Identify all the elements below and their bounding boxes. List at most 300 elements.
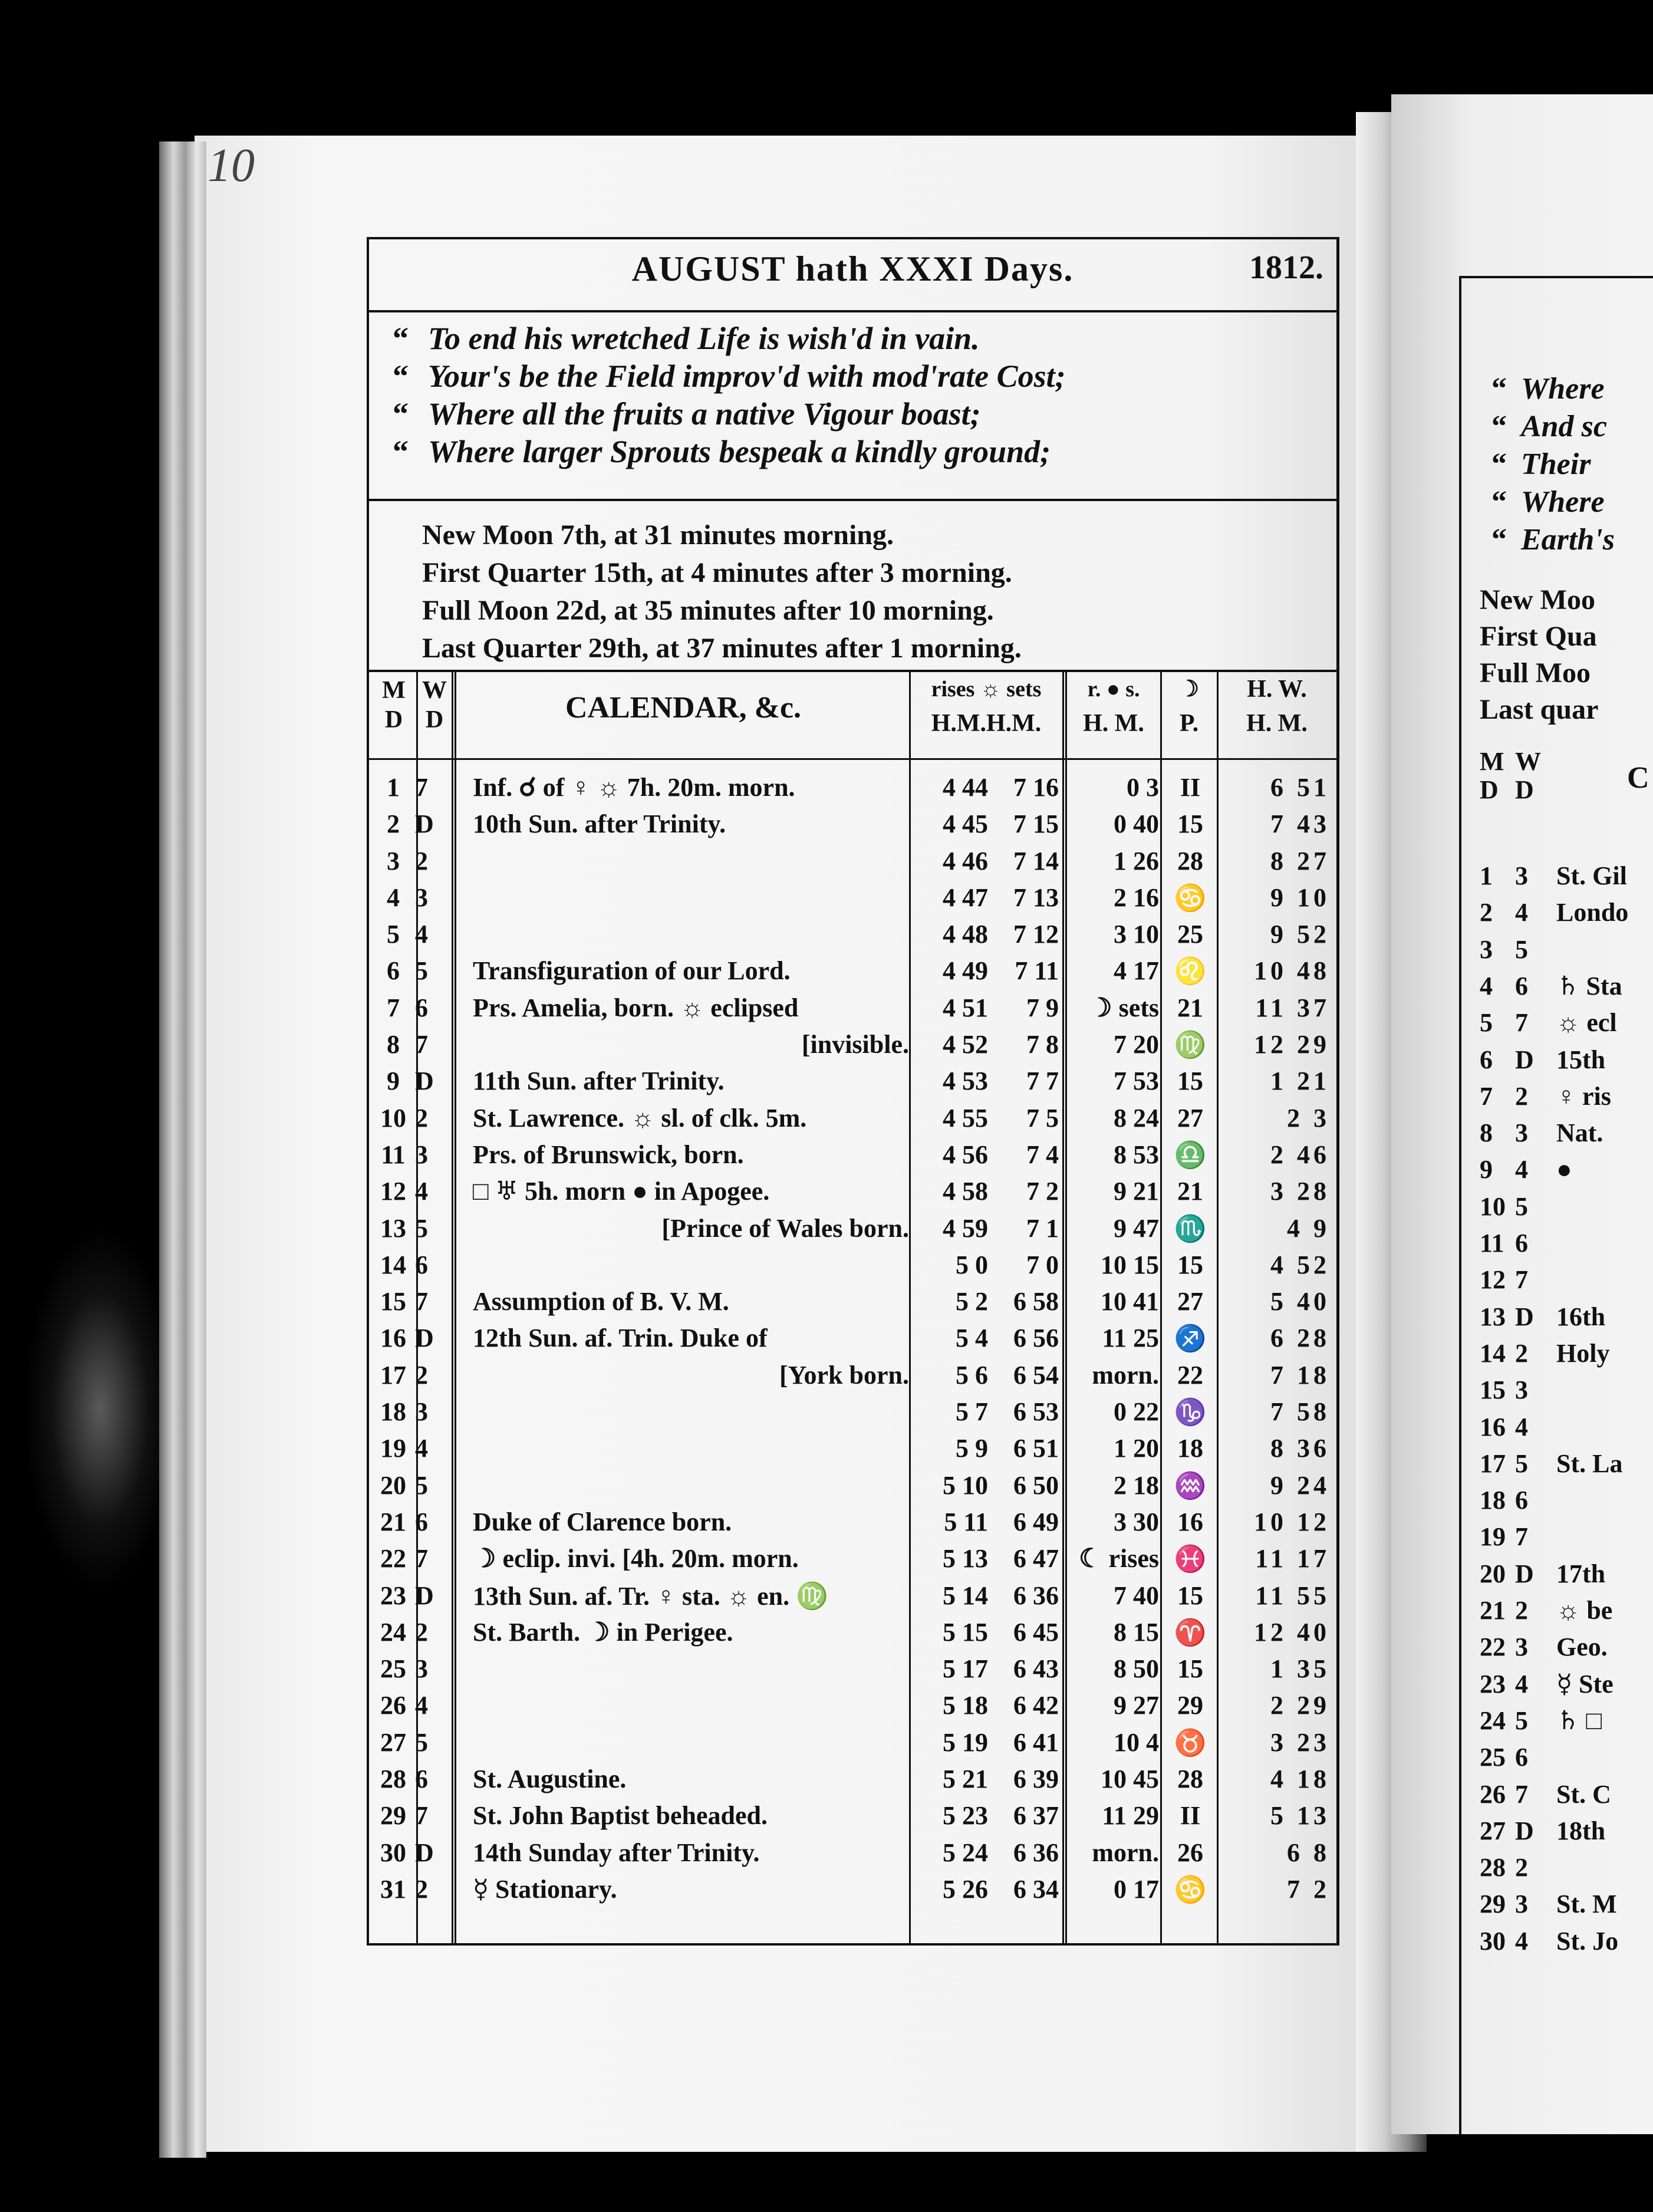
cell-sun-sets: 6 51: [1013, 1434, 1059, 1463]
right-table-row: [1480, 1926, 1618, 1956]
right-cell-day: 2: [1480, 898, 1493, 927]
cell-month-day: 1: [387, 773, 400, 802]
cell-high-water: 4 52: [1270, 1250, 1330, 1279]
right-cell-week-day: 5: [1515, 934, 1528, 964]
right-cell-week-day: 6: [1515, 1229, 1528, 1258]
cell-moon-rise-set: 0 3: [1127, 773, 1159, 802]
cell-moon-place: ♉: [1174, 1728, 1207, 1757]
right-cell-day: 9: [1480, 1155, 1493, 1184]
cell-week-day: 7: [415, 1287, 428, 1316]
cell-sun-rises: 5 21: [943, 1765, 988, 1794]
right-cell-calendar: Nat.: [1556, 1118, 1603, 1148]
table-row: [369, 844, 1336, 880]
right-table-row: [1480, 1265, 1556, 1295]
cell-calendar: Prs. Amelia, born. ☼ eclipsed: [473, 993, 799, 1022]
cell-calendar: 10th Sun. after Trinity.: [473, 809, 726, 839]
right-cell-week-day: 4: [1515, 1926, 1528, 1956]
cell-week-day: 3: [415, 883, 428, 912]
cell-moon-place: 15: [1177, 1066, 1203, 1096]
verse-quote-mark: “: [1491, 410, 1507, 443]
right-table-row: [1480, 1228, 1556, 1258]
cell-month-day: 11: [381, 1140, 406, 1169]
right-table-row: [1480, 1485, 1556, 1515]
cell-moon-rise-set: morn.: [1092, 1360, 1159, 1390]
right-cell-calendar: St. C: [1556, 1779, 1611, 1809]
cell-moon-place: 29: [1177, 1691, 1203, 1720]
cell-high-water: 5 13: [1270, 1801, 1330, 1831]
cell-high-water: 9 10: [1270, 883, 1330, 912]
right-cell-week-day: 4: [1515, 1155, 1528, 1184]
right-cell-week-day: 6: [1515, 971, 1528, 1000]
cell-high-water: 10 48: [1254, 956, 1330, 986]
right-table-row: [1480, 1889, 1617, 1919]
right-cell-calendar: St. M: [1556, 1890, 1617, 1919]
cell-moon-rise-set: 7 53: [1114, 1066, 1159, 1096]
table-row: [369, 1762, 1336, 1798]
right-table-row: [1480, 1706, 1602, 1736]
header-calendar: CALENDAR, &c.: [565, 691, 802, 725]
cell-calendar: □ ♅ 5h. morn ● in Apogee.: [473, 1177, 770, 1206]
verse-quote-mark: “: [1491, 447, 1507, 481]
right-table-row: [1480, 1632, 1608, 1662]
right-moon-phase-line: Last quar: [1480, 694, 1599, 725]
cell-high-water: 8 27: [1270, 846, 1330, 875]
cell-month-day: 25: [380, 1654, 406, 1684]
right-cell-day: 27: [1480, 1816, 1506, 1845]
cell-sun-rises: 4 45: [943, 809, 988, 839]
table-row: [369, 1798, 1336, 1835]
header-high-water-top: H. W.: [1247, 676, 1307, 703]
right-cell-day: 19: [1480, 1522, 1506, 1552]
header-week-day: W D: [422, 677, 447, 733]
cell-week-day: 5: [415, 1727, 428, 1757]
cell-month-day: 4: [387, 883, 400, 912]
cell-sun-sets: 6 42: [1013, 1691, 1059, 1720]
cell-moon-place: II: [1180, 1801, 1201, 1831]
cell-sun-rises: 4 59: [943, 1213, 988, 1243]
cell-sun-rises: 5 4: [956, 1324, 988, 1353]
right-cell-week-day: 7: [1515, 1522, 1528, 1552]
right-verse-text: Where: [1521, 372, 1605, 406]
right-verse-text: Where: [1521, 485, 1605, 519]
right-table-row: [1480, 1045, 1605, 1075]
cell-sun-sets: 7 15: [1013, 809, 1059, 839]
cell-moon-rise-set: ☾ rises: [1079, 1544, 1159, 1574]
cell-week-day: 6: [415, 1765, 428, 1794]
verse-line: [393, 357, 1319, 395]
cell-moon-rise-set: 3 30: [1114, 1507, 1159, 1536]
cell-sun-sets: 6 36: [1013, 1581, 1059, 1610]
right-table-row: [1480, 1338, 1609, 1368]
table-body: [369, 770, 1336, 1908]
table-row: [369, 1541, 1336, 1578]
cell-sun-rises: 4 52: [943, 1030, 988, 1059]
cell-moon-rise-set: 4 17: [1114, 956, 1159, 986]
cell-high-water: 2 46: [1270, 1140, 1330, 1169]
verse-quote-mark: “: [393, 434, 409, 469]
right-verse-text: Their: [1521, 447, 1591, 481]
cell-month-day: 6: [387, 956, 400, 986]
header-moon-place-top: ☽: [1178, 677, 1200, 702]
cell-moon-rise-set: 10 15: [1101, 1250, 1159, 1279]
cell-week-day: 7: [415, 1544, 428, 1574]
cell-week-day: D: [415, 809, 434, 839]
calendar-table: [369, 670, 1336, 1943]
header-sun-bottom: H.M.H.M.: [931, 710, 1042, 737]
right-cell-calendar: 17th: [1556, 1559, 1606, 1588]
cell-sun-sets: 6 50: [1013, 1470, 1059, 1500]
almanac-page-august: [367, 237, 1339, 1946]
header-sun-top: rises ☼ sets: [931, 677, 1042, 702]
right-header-calendar: C: [1627, 761, 1649, 795]
cell-calendar: St. Augustine.: [473, 1765, 627, 1794]
cell-moon-place: ♐: [1174, 1324, 1207, 1354]
verse-block: [393, 320, 1319, 470]
cell-sun-rises: 4 56: [943, 1140, 988, 1169]
cell-high-water: 7 58: [1270, 1397, 1330, 1427]
verse-quote-mark: “: [1491, 372, 1507, 406]
table-row: [369, 1064, 1336, 1100]
cell-sun-rises: 4 53: [943, 1066, 988, 1096]
cell-high-water: 5 40: [1270, 1287, 1330, 1316]
cell-week-day: 2: [415, 1874, 428, 1904]
cell-week-day: 2: [415, 846, 428, 875]
cell-sun-rises: 4 51: [943, 993, 988, 1022]
right-verse-text: Earth's: [1521, 523, 1615, 557]
cell-sun-rises: 4 48: [943, 920, 988, 949]
cell-month-day: 2: [387, 809, 400, 839]
cell-month-day: 21: [380, 1507, 406, 1536]
right-cell-calendar: ♄ □: [1556, 1706, 1602, 1735]
cell-month-day: 5: [387, 920, 400, 949]
cell-moon-place: 18: [1177, 1434, 1203, 1463]
header-month-day: M D: [382, 677, 406, 733]
cell-moon-place: ♋: [1174, 1875, 1207, 1904]
cell-sun-sets: 7 13: [1013, 883, 1059, 912]
right-verse-line: [1491, 485, 1605, 519]
page-year: 1812.: [1249, 249, 1323, 286]
cell-calendar: 12th Sun. af. Trin. Duke of: [473, 1324, 768, 1353]
cell-moon-place: 27: [1177, 1287, 1203, 1316]
cell-sun-sets: 6 34: [1013, 1874, 1059, 1904]
cell-moon-rise-set: 10 4: [1114, 1727, 1159, 1757]
cell-calendar: 11th Sun. after Trinity.: [473, 1066, 725, 1096]
cell-sun-rises: 5 2: [956, 1287, 988, 1316]
right-cell-calendar: ●: [1556, 1155, 1572, 1184]
cell-moon-place: ♍: [1174, 1031, 1207, 1060]
cell-moon-place: 28: [1177, 846, 1203, 875]
cell-sun-rises: 5 10: [943, 1470, 988, 1500]
right-cell-day: 17: [1480, 1449, 1506, 1478]
cell-calendar: 13th Sun. af. Tr. ♀ sta. ☼ en. ♍: [473, 1581, 828, 1611]
right-cell-day: 3: [1480, 934, 1493, 964]
page-mark: 10: [208, 140, 255, 192]
cell-high-water: 3 23: [1270, 1727, 1330, 1757]
cell-moon-rise-set: 0 40: [1114, 809, 1159, 839]
cell-high-water: 1 35: [1270, 1654, 1330, 1684]
right-cell-week-day: D: [1515, 1302, 1534, 1331]
cell-moon-rise-set: 8 24: [1114, 1103, 1159, 1133]
right-cell-day: 6: [1480, 1045, 1493, 1074]
cell-high-water: 12 40: [1254, 1617, 1330, 1647]
cell-calendar: ☿ Stationary.: [473, 1874, 617, 1904]
verse-line: [393, 320, 1319, 357]
cell-high-water: 12 29: [1254, 1030, 1330, 1059]
cell-sun-sets: 6 41: [1013, 1727, 1059, 1757]
right-cell-calendar: Geo.: [1556, 1632, 1608, 1662]
cell-month-day: 27: [380, 1727, 406, 1757]
cell-month-day: 20: [380, 1470, 406, 1500]
verse-text: Where larger Sprouts bespeak a kindly ground;: [428, 434, 1051, 469]
cell-sun-sets: 6 47: [1013, 1544, 1059, 1574]
cell-moon-rise-set: 9 47: [1114, 1213, 1159, 1243]
cell-sun-sets: 7 14: [1013, 846, 1059, 875]
right-cell-week-day: 3: [1515, 1632, 1528, 1662]
cell-calendar: Inf. ☌ of ♀ ☼ 7h. 20m. morn.: [473, 773, 795, 802]
table-row: [369, 1651, 1336, 1688]
cell-month-day: 12: [380, 1177, 406, 1206]
table-row: [369, 1615, 1336, 1651]
cell-moon-rise-set: 7 20: [1114, 1030, 1159, 1059]
cell-moon-rise-set: 1 20: [1114, 1434, 1159, 1463]
cell-moon-rise-set: 1 26: [1114, 846, 1159, 875]
cell-month-day: 3: [387, 846, 400, 875]
cell-week-day: 3: [415, 1397, 428, 1427]
cell-moon-rise-set: 11 29: [1102, 1801, 1159, 1831]
cell-month-day: 15: [380, 1287, 406, 1316]
verse-text: Your's be the Field improv'd with mod'rate Cost;: [428, 358, 1066, 394]
cell-calendar: St. John Baptist beheaded.: [473, 1801, 768, 1831]
table-row: [369, 1137, 1336, 1174]
cell-moon-place: 22: [1177, 1360, 1203, 1390]
right-cell-day: 23: [1480, 1669, 1506, 1698]
right-cell-week-day: 2: [1515, 1596, 1528, 1625]
cell-sun-rises: 5 24: [943, 1838, 988, 1867]
page-title: AUGUST hath XXXI Days.: [631, 249, 1074, 288]
right-cell-calendar: ☿ Ste: [1556, 1669, 1614, 1698]
moon-phase-line: Last Quarter 29th, at 37 minutes after 1 morning.: [422, 633, 1022, 664]
right-cell-week-day: 7: [1515, 1008, 1528, 1038]
scan-smudge: [24, 1226, 177, 1592]
cell-sun-rises: 4 49: [943, 956, 988, 986]
right-cell-day: 29: [1480, 1890, 1506, 1919]
table-row: [369, 1725, 1336, 1762]
right-table-row: [1480, 861, 1627, 891]
right-cell-calendar: 16th: [1556, 1302, 1606, 1331]
cell-moon-place: 15: [1177, 1654, 1203, 1684]
cell-week-day: 3: [415, 1654, 428, 1684]
cell-sun-rises: 5 9: [956, 1434, 988, 1463]
table-row: [369, 1688, 1336, 1724]
cell-month-day: 9: [387, 1066, 400, 1096]
cell-moon-place: 16: [1177, 1507, 1203, 1536]
table-row: [369, 1431, 1336, 1467]
cell-high-water: 11 55: [1255, 1581, 1330, 1610]
cell-calendar: Duke of Clarence born.: [473, 1507, 732, 1536]
cell-sun-sets: 7 7: [1026, 1066, 1059, 1096]
cell-sun-rises: 5 23: [943, 1801, 988, 1831]
table-row: [369, 1578, 1336, 1615]
cell-moon-place: 25: [1177, 920, 1203, 949]
cell-high-water: 4 9: [1287, 1213, 1330, 1243]
cell-calendar: [York born.: [779, 1360, 909, 1390]
cell-high-water: 9 52: [1270, 920, 1330, 949]
cell-month-day: 10: [380, 1103, 406, 1133]
cell-sun-sets: 6 45: [1013, 1617, 1059, 1647]
cell-sun-rises: 5 19: [943, 1727, 988, 1757]
right-cell-day: 22: [1480, 1632, 1506, 1662]
cell-moon-rise-set: 7 40: [1114, 1581, 1159, 1610]
right-verse-text: And sc: [1521, 410, 1607, 443]
cell-week-day: 4: [415, 1691, 428, 1720]
cell-moon-rise-set: 0 22: [1114, 1397, 1159, 1427]
cell-moon-rise-set: 8 15: [1114, 1617, 1159, 1647]
cell-moon-rise-set: morn.: [1092, 1838, 1159, 1867]
right-cell-week-day: 7: [1515, 1779, 1528, 1809]
cell-moon-rise-set: 3 10: [1114, 920, 1159, 949]
right-cell-day: 13: [1480, 1302, 1506, 1331]
cell-moon-place: ♈: [1174, 1618, 1207, 1647]
cell-moon-rise-set: 2 16: [1114, 883, 1159, 912]
cell-high-water: 11 37: [1255, 993, 1330, 1022]
cell-week-day: 7: [415, 773, 428, 802]
cell-moon-place: ♎: [1174, 1140, 1207, 1170]
cell-moon-rise-set: 0 17: [1114, 1874, 1159, 1904]
right-cell-day: 12: [1480, 1265, 1506, 1295]
cell-moon-place: ♋: [1174, 883, 1207, 913]
right-table-row: [1480, 1816, 1605, 1846]
right-cell-day: 20: [1480, 1559, 1506, 1588]
right-cell-day: 24: [1480, 1706, 1506, 1735]
verse-quote-mark: “: [393, 396, 409, 432]
cell-moon-rise-set: ☽ sets: [1089, 993, 1159, 1022]
title-row: [369, 239, 1336, 310]
cell-week-day: 4: [415, 1177, 428, 1206]
cell-week-day: 2: [415, 1617, 428, 1647]
right-cell-calendar: Londo: [1556, 898, 1629, 927]
table-row: [369, 1284, 1336, 1321]
cell-month-day: 22: [380, 1544, 406, 1574]
moon-phase-line: New Moon 7th, at 31 minutes morning.: [422, 519, 894, 551]
cell-month-day: 28: [380, 1765, 406, 1794]
right-cell-day: 28: [1480, 1853, 1506, 1882]
cell-calendar: Prs. of Brunswick, born.: [473, 1140, 744, 1169]
cell-sun-rises: 5 14: [943, 1581, 988, 1610]
cell-week-day: 6: [415, 1250, 428, 1279]
right-verse-line: [1491, 522, 1615, 557]
cell-sun-rises: 4 47: [943, 883, 988, 912]
cell-sun-rises: 5 6: [956, 1360, 988, 1390]
moon-phase-line: Full Moon 22d, at 35 minutes after 10 morning.: [422, 595, 994, 626]
cell-week-day: D: [415, 1066, 434, 1096]
cell-sun-rises: 5 26: [943, 1874, 988, 1904]
right-verse-line: [1491, 447, 1591, 482]
right-cell-day: 21: [1480, 1596, 1506, 1625]
cell-sun-rises: 5 17: [943, 1654, 988, 1684]
cell-week-day: 5: [415, 1213, 428, 1243]
table-row: [369, 1321, 1336, 1357]
cell-month-day: 7: [387, 993, 400, 1022]
cell-week-day: D: [415, 1581, 434, 1610]
table-row: [369, 1835, 1336, 1872]
right-cell-day: 8: [1480, 1118, 1493, 1148]
right-verse-line: [1491, 371, 1605, 406]
cell-sun-rises: 4 46: [943, 846, 988, 875]
right-table-row: [1480, 1522, 1556, 1552]
cell-sun-sets: 7 11: [1015, 956, 1059, 986]
right-table-row: [1480, 1742, 1556, 1772]
cell-sun-sets: 6 49: [1013, 1507, 1059, 1536]
right-table-row: [1480, 1449, 1622, 1479]
cell-sun-sets: 6 56: [1013, 1324, 1059, 1353]
right-cell-week-day: 4: [1515, 1669, 1528, 1698]
cell-moon-rise-set: 8 53: [1114, 1140, 1159, 1169]
cell-high-water: 7 43: [1270, 809, 1330, 839]
title-rule: [369, 310, 1336, 312]
cell-week-day: 2: [415, 1103, 428, 1133]
right-table-row: [1480, 971, 1622, 1001]
right-cell-week-day: 5: [1515, 1191, 1528, 1221]
cell-month-day: 18: [380, 1397, 406, 1427]
cell-sun-sets: 7 8: [1026, 1030, 1059, 1059]
cell-week-day: 6: [415, 993, 428, 1022]
cell-high-water: 6 51: [1270, 773, 1330, 802]
cell-month-day: 24: [380, 1617, 406, 1647]
cell-week-day: 5: [415, 1470, 428, 1500]
cell-sun-sets: 7 2: [1026, 1177, 1059, 1206]
header-moon-bottom: H. M.: [1083, 710, 1144, 737]
cell-high-water: 2 3: [1287, 1103, 1330, 1133]
cell-sun-sets: 7 0: [1026, 1250, 1059, 1279]
cell-calendar: [invisible.: [801, 1030, 909, 1059]
right-table-row: [1480, 1302, 1605, 1332]
right-moon-phase-line: Full Moo: [1480, 657, 1591, 689]
right-cell-calendar: St. Jo: [1556, 1926, 1619, 1956]
cell-month-day: 31: [380, 1874, 406, 1904]
right-cell-calendar: St. Gil: [1556, 861, 1627, 890]
cell-calendar: 14th Sunday after Trinity.: [473, 1838, 760, 1867]
table-header: [369, 670, 1336, 758]
cell-month-day: 13: [380, 1213, 406, 1243]
cell-moon-place: ♌: [1174, 957, 1207, 986]
header-high-water-bottom: H. M.: [1246, 710, 1308, 737]
right-header-week-day: W D: [1515, 747, 1541, 804]
cell-moon-place: 26: [1177, 1838, 1203, 1867]
right-cell-day: 10: [1480, 1191, 1506, 1221]
cell-moon-place: 21: [1177, 993, 1203, 1022]
right-table-row: [1480, 1559, 1605, 1589]
cell-high-water: 11 17: [1255, 1544, 1330, 1574]
right-cell-week-day: D: [1515, 1816, 1534, 1845]
right-moon-phase-line: First Qua: [1480, 621, 1597, 652]
right-cell-calendar: ♀ ris: [1556, 1081, 1611, 1111]
cell-moon-place: 15: [1177, 1250, 1203, 1279]
header-moon-top: r. ● s.: [1087, 677, 1140, 702]
verse-line: [393, 433, 1319, 470]
cell-sun-rises: 5 13: [943, 1544, 988, 1574]
cell-week-day: 4: [415, 920, 428, 949]
right-verse-line: [1491, 409, 1607, 444]
right-cell-day: 7: [1480, 1081, 1493, 1111]
right-cell-day: 16: [1480, 1412, 1506, 1441]
right-page-fragment: [1391, 94, 1653, 2134]
right-cell-week-day: 3: [1515, 1375, 1528, 1405]
cell-moon-rise-set: 9 27: [1114, 1691, 1159, 1720]
cell-month-day: 14: [380, 1250, 406, 1279]
table-row: [369, 1872, 1336, 1908]
cell-sun-rises: 5 0: [956, 1250, 988, 1279]
cell-high-water: 10 12: [1254, 1507, 1330, 1536]
